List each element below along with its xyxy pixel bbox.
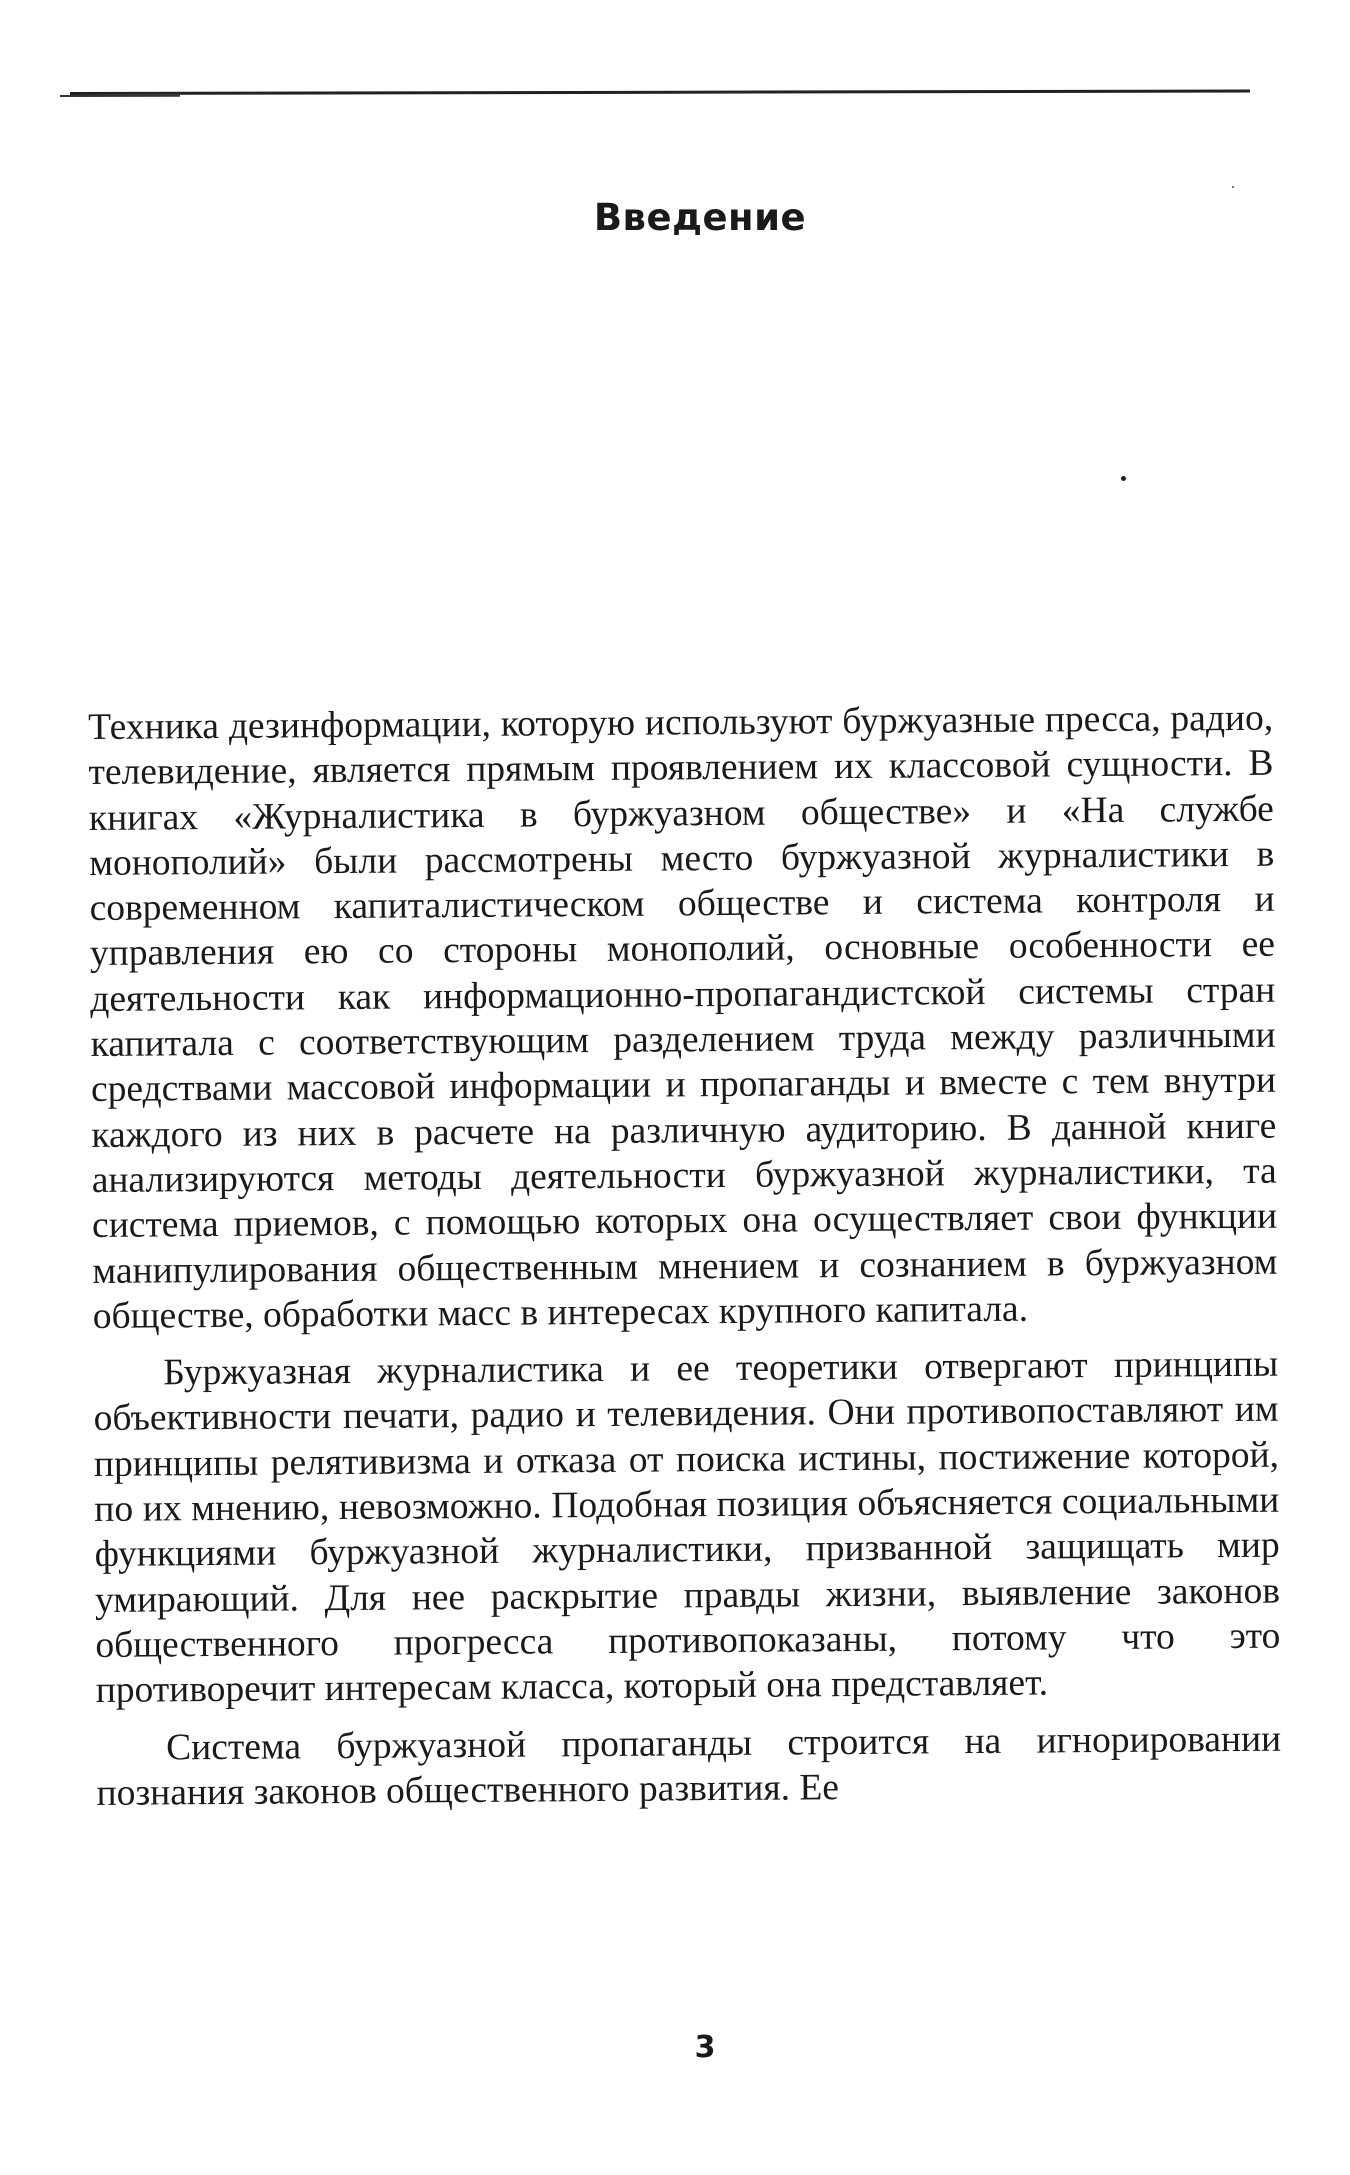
print-speck: [1121, 476, 1126, 481]
paragraph-2: Буржуазная журналистика и ее теоретики отвергают принципы объективности печати, радио и телевидения. Они противопоставляют им принципы релятивизма и отказа от поиска истины, постижение которой, по их мнению, невозможно. Подобная позиция объясняется социальными функциями буржуазной журналистики, призванной защищать мир умирающий. Для нее раскрытие правды жизни, выявление законов общественного прогресса противопоказаны, потому что это противоречит интересам класса, который она представляет.: [93, 1343, 1281, 1712]
print-speck: [1232, 186, 1234, 188]
top-rule: [70, 90, 1250, 95]
body-text: [88, 696, 1282, 1816]
paragraph-1: Техника дезинформации, которую используют буржуазные прессa, радио, телевидение, является прямым проявлением их классовой сущности. В книгах «Журналистика в буржуазном обществе» и «На службе монополий» были рассмотрены место буржуазной журналистики в современном капиталистическом обществе и система контроля и управления ею со стороны монополий, основные особенности ее деятельности как информационно-пропагандистской системы стран капитала с соответствующим разделением труда между различными средствами массовой информации и пропаганды и вместе с тем внутри каждого из них в расчете на различную аудиторию. В данной книге анализируются методы деятельности буржуазной журналистики, та система приемов, с помощью которых она осуществляет свои функции манипулирования общественным мнением и сознанием в буржуазном обществе, обработки масс в интересах крупного капитала.: [88, 697, 1278, 1337]
chapter-title: Введение: [593, 196, 807, 239]
paragraph-3: Система буржуазной пропаганды строится на игнорировании познания законов общественного развития. Ее: [96, 1718, 1282, 1814]
page-number: 3: [694, 2030, 716, 2065]
